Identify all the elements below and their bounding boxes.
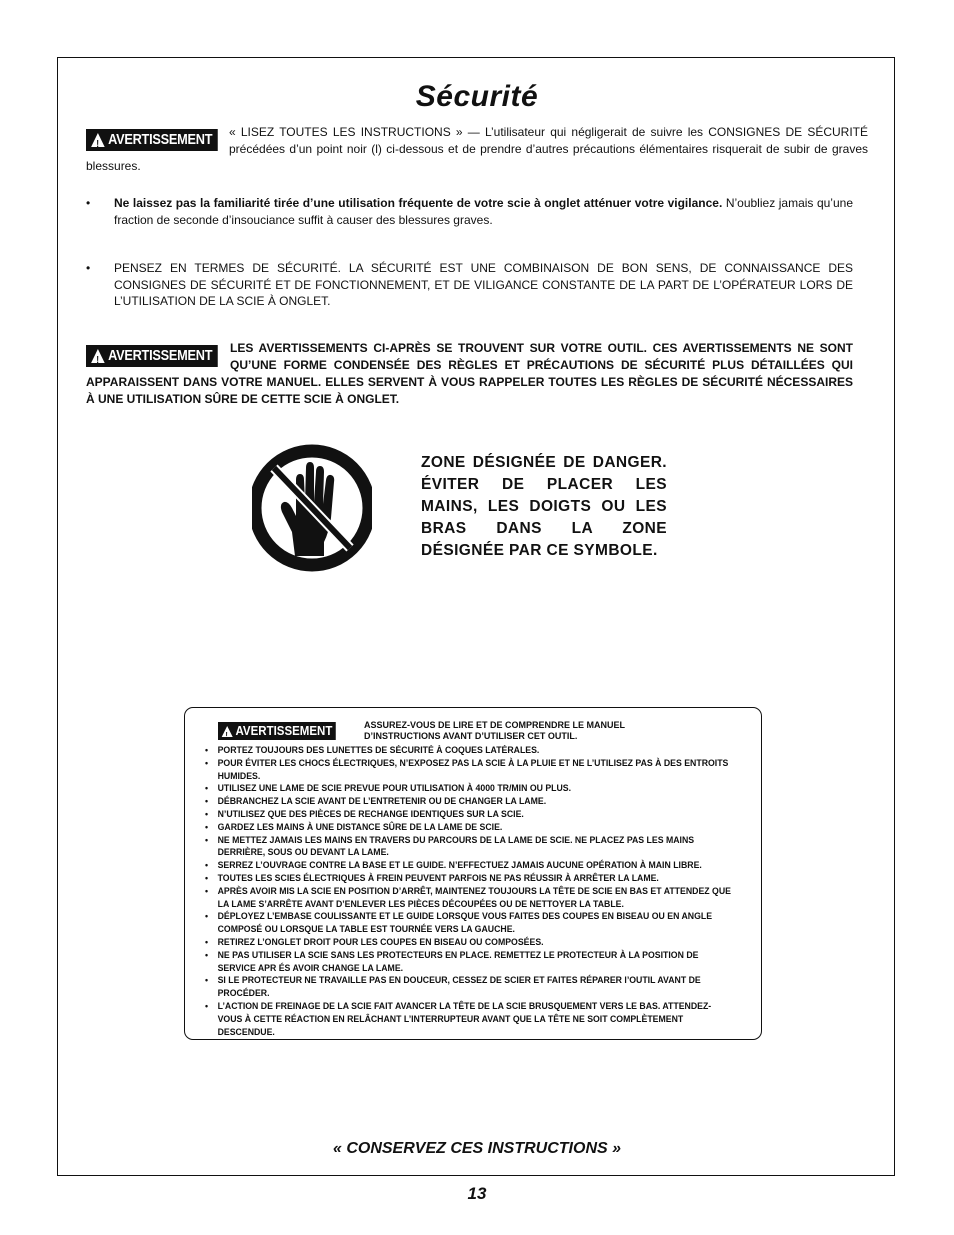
footer-note: « CONSERVEZ CES INSTRUCTIONS »: [332, 1140, 622, 1157]
list-item: • POUR ÉVITER LES CHOCS ÉLECTRIQUES, N’EXPOSEZ PAS LA SCIE À LA PLUIE ET NE L’UTILISEZ PAS À DES ENTROITS HUMIDES.: [205, 757, 734, 783]
list-item: • L’ACTION DE FREINAGE DE LA SCIE FAIT AVANCER LA TÊTE DE LA SCIE BRUSQUEMENT VERS LE BAS. ATTENDEZ-VOUS À CETTE RÉACTION EN RELÂCHANT L’INTERRUPTEUR AVANT QUE LA TÊTE NE SOIT COMPLÈTEMENT DESCENDUE.: [205, 1000, 734, 1038]
list-item: • DÉPLOYEZ L’EMBASE COULISSANTE ET LE GUIDE LORSQUE VOUS FAITES DES COUPES EN BISEAU OU EN ANGLE COMPOSÉ OU LORSQUE LA TABLE EST TOURNÉE VERS LA GAUCHE.: [205, 910, 734, 936]
list-item: • RETIREZ L’ONGLET DROIT POUR LES COUPES EN BISEAU OU COMPOSÉES.: [205, 936, 734, 949]
tool-label-header-text: ASSUREZ-VOUS DE LIRE ET DE COMPRENDRE LE MANUEL D’INSTRUCTIONS AVANT D’UTILISER CET OUTIL.: [364, 720, 625, 741]
list-item: • APRÈS AVOIR MIS LA SCIE EN POSITION D’ARRÊT, MAINTENEZ TOUJOURS LA TÊTE DE SCIE EN BAS ET ATTENDEZ QUE LA LAME S’ARRÊTE AVANT D’ENLEVER LES PIÈCES DÉCOUPÉES OU DE NETTOYER LA TABLE.: [205, 885, 734, 911]
list-item: • TOUTES LES SCIES ÉLECTRIQUES À FREIN PEUVENT PARFOIS NE PAS RÉUSSIR À ARRÊTER LA LAME.: [205, 872, 734, 885]
page-title: Sécurité: [415, 80, 539, 113]
list-item: • PORTEZ TOUJOURS DES LUNETTES DE SÉCURITÉ À COQUES LATÉRALES.: [205, 744, 734, 757]
page-number: 13: [467, 1184, 487, 1203]
tool-warnings-paragraph: [86, 340, 853, 408]
list-item: • PENSEZ EN TERMES DE SÉCURITÉ. LA SÉCURITÉ EST UNE COMBINAISON DE BON SENS, DE CONNAISSANCE DES CONSIGNES DE SÉCURITÉ ET DE FONCTIONNEMENT, ET DE VILIGANCE CONSTANTE DE LA PART DE L’OPÉRATEUR LORS DE L’UTILISATION DE LA SCIE À ONGLET.: [86, 261, 853, 308]
list-item: • DÉBRANCHEZ LA SCIE AVANT DE L’ENTRETENIR OU DE CHANGER LA LAME.: [205, 795, 734, 808]
warning-badge-label: AVERTISSEMENT: [108, 347, 213, 364]
bullet-text: PENSEZ EN TERMES DE SÉCURITÉ. LA SÉCURITÉ EST UNE COMBINAISON DE BON SENS, DE CONNAISSANCE DES CONSIGNES DE SÉCURITÉ ET DE FONCTIONNEMENT, ET DE VILIGANCE CONSTANTE DE LA PART DE L’OPÉRATEUR LORS DE L’UTILISATION DE LA SCIE À ONGLET.: [114, 261, 853, 308]
bullet-text: N’oubliez jamais qu’une fraction de seconde d’insouciance suffit à causer des blessures graves.: [114, 196, 853, 227]
list-item: • GARDEZ LES MAINS À UNE DISTANCE SÛRE DE LA LAME DE SCIE.: [205, 821, 734, 834]
danger-zone-text: ZONE DÉSIGNÉE DE DANGER. ÉVITER DE PLACER LES MAINS, LES DOIGTS OU LES BRAS DANS LA ZONE DÉSIGNÉE PAR CE SYMBOLE.: [421, 454, 667, 559]
list-item: • NE PAS UTILISER LA SCIE SANS LES PROTECTEURS EN PLACE. REMETTEZ LE PROTECTEUR À LA POSITION DE SERVICE APR ÉS AVOIR CHANGE LA LAME.: [205, 949, 734, 975]
tool-label-list: [205, 744, 734, 1038]
list-item: • SI LE PROTECTEUR NE TRAVAILLE PAS EN DOUCEUR, CESSEZ DE SCIER ET FAITES RÉPARER l’OUTIL AVANT DE PROCÉDER.: [205, 974, 734, 1000]
list-item: • N’UTILISEZ QUE DES PIÈCES DE RECHANGE IDENTIQUES SUR LA SCIE.: [205, 808, 734, 821]
bullet-bold-text: Ne laissez pas la familiarité tirée d’une utilisation fréquente de votre scie à onglet atténuer votre vigilance.: [114, 196, 723, 210]
list-item: • NE METTEZ JAMAIS LES MAINS EN TRAVERS DU PARCOURS DE LA LAME DE SCIE. NE PLACEZ PAS LES MAINS DERRIÈRE, SOUS OU DEVANT LA LAME.: [205, 834, 734, 860]
warning-badge-3: [218, 722, 336, 740]
list-item: • SERREZ L’OUVRAGE CONTRE LA BASE ET LE GUIDE. N’EFFECTUEZ JAMAIS AUCUNE OPÉRATION À MAIN LIBRE.: [205, 859, 734, 872]
warning-badge-label: AVERTISSEMENT: [235, 724, 333, 738]
list-item: • UTILISEZ UNE LAME DE SCIE PREVUE POUR UTILISATION À 4000 TR/MIN OU PLUS.: [205, 782, 734, 795]
no-hands-icon: [252, 436, 372, 580]
list-item: • Ne laissez pas la familiarité tirée d’une utilisation fréquente de votre scie à onglet atténuer votre vigilance. N’oubliez jamais qu’une fraction de seconde d’insouciance suffit à causer des blessures graves.: [86, 196, 853, 227]
intro-text: « LISEZ TOUTES LES INSTRUCTIONS » — L’utilisateur qui négligerait de suivre les CONSIGNES DE SÉCURITÉ précédées d’un point noir (l) ci-dessous et de prendre d’autres précautions élémentaires risquerait de subir de graves blessures.: [86, 125, 868, 173]
tool-warnings-text: LES AVERTISSEMENTS CI-APRÈS SE TROUVENT SUR VOTRE OUTIL. CES AVERTISSEMENTS NE SONT QU’UNE FORME CONDENSÉE DES RÈGLES ET PRÉCAUTIONS DE SÉCURITÉ PLUS DÉTAILLÉES QUI APPARAISSENT DANS VOTRE MANUEL. ELLES SERVENT À VOUS RAPPELER TOUTES LES RÈGLES DE SÉCURITÉ NÉCESSAIRES À UNE UTILISATION SÛRE DE CETTE SCIE À ONGLET.: [86, 341, 853, 406]
warning-triangle-icon: [222, 726, 233, 737]
intro-paragraph: [86, 124, 868, 175]
warning-badge-label: AVERTISSEMENT: [108, 131, 213, 148]
